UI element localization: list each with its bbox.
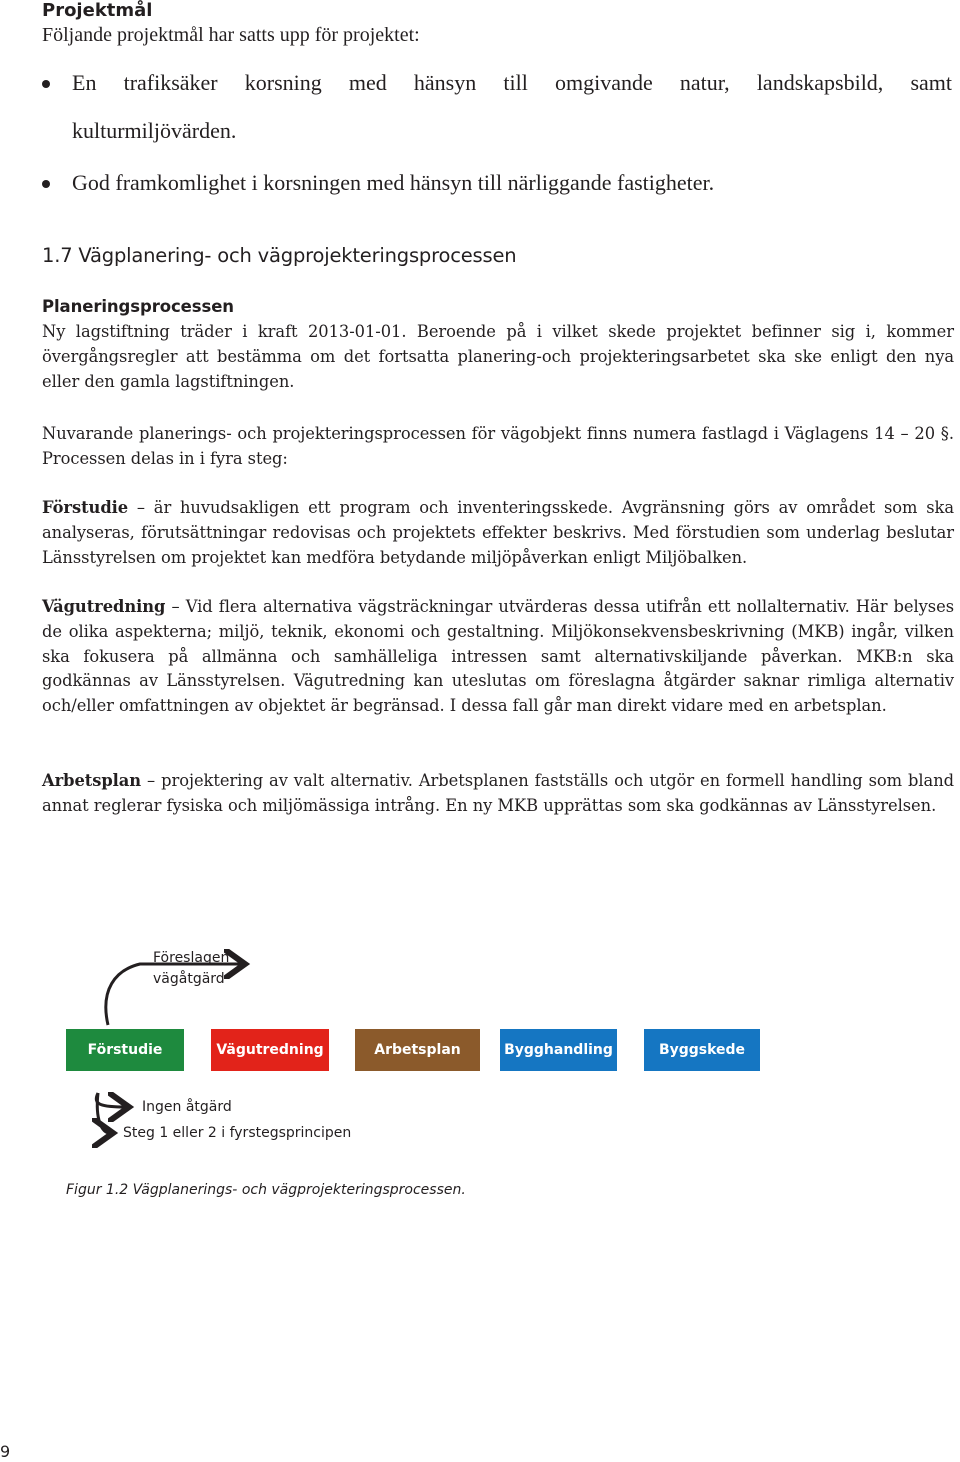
page-number: 9 bbox=[0, 1442, 11, 1461]
process-step-label: Byggskede bbox=[658, 1042, 746, 1058]
label-vagatgard: vägåtgärd bbox=[153, 971, 225, 987]
process-step-label: Vägutredning bbox=[216, 1042, 324, 1058]
step-term: Förstudie bbox=[42, 498, 129, 517]
projektmal-heading: Projektmål bbox=[42, 0, 153, 21]
step-text: – är huvudsakligen ett program och inventeringsskede. Avgränsning görs av området som ska analyseras, förutsättningar redovisas och projektets effekter beskrivs. Med förstudien som underlag beslutar Länsstyrelsen om projektet kan medföra betydande miljöpåverkan enligt Miljöbalken. bbox=[42, 498, 954, 567]
chevron-right-icon bbox=[340, 1043, 348, 1057]
sub-heading: Planeringsprocessen bbox=[42, 297, 234, 316]
chevron-right-icon bbox=[487, 1043, 495, 1057]
goal-item-1-line2: kulturmiljövärden. bbox=[72, 118, 237, 143]
label-fyrstegsprincipen: Steg 1 eller 2 i fyrstegsprincipen bbox=[123, 1125, 352, 1141]
paragraph-lagstiftning: Ny lagstiftning träder i kraft 2013-01-01. Beroende på i vilket skede projektet befinner sig i, kommer övergångsregler att bestämma om det fortsatta planering-och projekteringsarbetet ska ske enligt den nya eller den gamla lagstiftningen. bbox=[42, 322, 954, 391]
paragraph-processer: Nuvarande planerings- och projekteringsprocessen för vägobjekt finns numera fastlagd i Väglagens 14 – 20 §. Processen delas in i fyra steg: bbox=[42, 424, 954, 468]
step-text: – projektering av valt alternativ. Arbetsplanen fastställs och utgör en formell handling som bland annat reglerar fysiska och miljömässiga intrång. En ny MKB upprättas som ska godkännas av Länsstyrelsen. bbox=[42, 771, 954, 815]
figure-caption: Figur 1.2 Vägplanerings- och vägprojekteringsprocessen. bbox=[66, 1182, 466, 1198]
goal-item-1-line1: En trafiksäker korsning med hänsyn till omgivande natur, landskapsbild, samt bbox=[72, 70, 952, 95]
projektmal-intro: Följande projektmål har satts upp för projektet: bbox=[42, 24, 420, 46]
process-step-label: Arbetsplan bbox=[374, 1042, 461, 1058]
process-step-label: Förstudie bbox=[87, 1042, 163, 1058]
step-term: Vägutredning bbox=[42, 597, 166, 616]
label-ingen-atgard: Ingen åtgärd bbox=[142, 1099, 232, 1115]
process-step-label: Bygghandling bbox=[504, 1042, 613, 1058]
goal-item-2: God framkomlighet i korsningen med hänsyn till närliggande fastigheter. bbox=[72, 170, 715, 195]
step-text: – Vid flera alternativa vägsträckningar utvärderas dessa utifrån ett nollalternativ. Här belyses de olika aspekterna; miljö, teknik, ekonomi och gestaltning. Miljökonsekvensbeskrivning (MKB) ingår, vilken ska fokusera på allmänna och samhälleliga intressen samt alternativskiljande påverkan. MKB:n ska godkännas av Länsstyrelsen. Vägutredning kan uteslutas om föreslagna åtgärder saknar rimliga alternativ och/eller omfattningen av objektet är begränsad. I dessa fall går man direkt vidare med en arbetsplan. bbox=[42, 597, 954, 716]
chevron-right-icon bbox=[196, 1043, 204, 1057]
chevron-right-icon bbox=[631, 1043, 639, 1057]
section-heading: 1.7 Vägplanering- och vägprojekteringsprocessen bbox=[42, 244, 517, 267]
step-term: Arbetsplan bbox=[42, 771, 142, 790]
label-foreslagen: Föreslagen bbox=[153, 950, 230, 966]
